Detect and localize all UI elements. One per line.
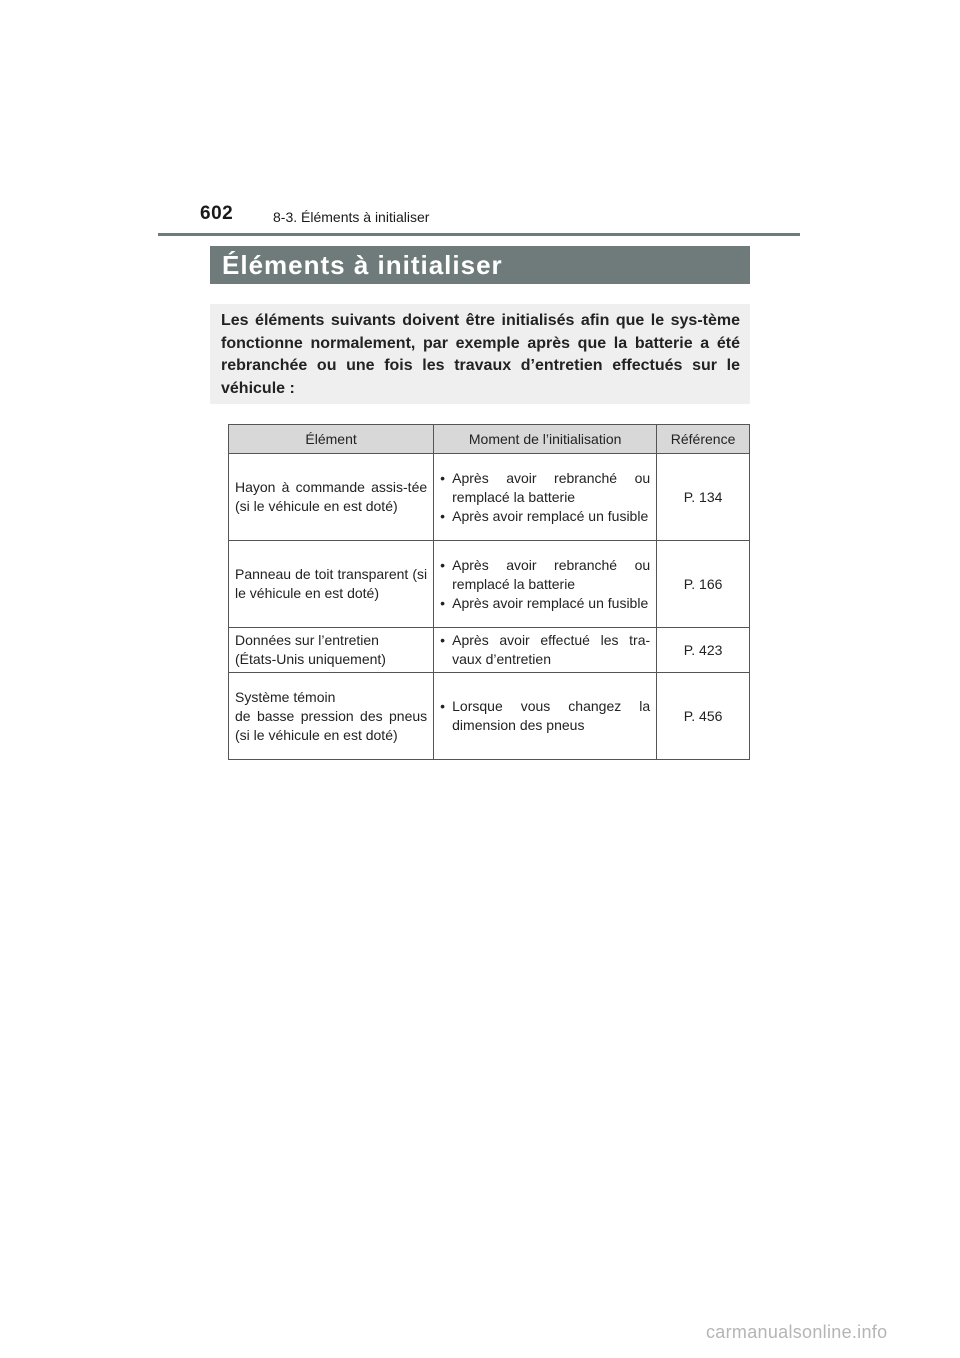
header-item: Élément (229, 425, 434, 454)
moment-cell (434, 628, 657, 673)
moment-cell (434, 541, 657, 628)
watermark: carmanualsonline.info (706, 1322, 888, 1342)
table-row (229, 673, 750, 760)
item-line: de basse pression des pneus (si le véhicule en est doté) (235, 707, 428, 743)
reference-cell: P. 423 (657, 628, 750, 673)
header-rule (158, 233, 800, 236)
intro-box (210, 304, 750, 404)
reference-cell: P. 456 (657, 673, 750, 760)
moment-list (440, 631, 650, 669)
table-row (229, 628, 750, 673)
table-row (229, 541, 750, 628)
moment-cell (434, 454, 657, 541)
moment-item: • Après avoir rebranché ou remplacé la batterie (440, 469, 650, 507)
moment-item: • Après avoir remplacé un fusible (440, 594, 650, 613)
header-reference: Référence (657, 425, 750, 454)
item-line: Système témoin (235, 688, 336, 705)
item-cell: Panneau de toit transparent (si le véhicule en est doté) (229, 541, 434, 628)
moment-item: • Lorsque vous changez la dimension des pneus (440, 697, 650, 735)
section-title: Éléments à initialiser (222, 250, 503, 280)
running-head: 8-3. Éléments à initialiser (273, 209, 430, 225)
item-cell (229, 628, 434, 673)
moment-item: • Après avoir rebranché ou remplacé la batterie (440, 556, 650, 594)
item-line: Données sur l’entretien (235, 632, 379, 648)
initialization-table (228, 424, 750, 760)
reference-cell: P. 166 (657, 541, 750, 628)
intro-text: Les éléments suivants doivent être initialisés afin que le sys-tème fonctionne normalement, par exemple après que la batterie a été rebranchée ou une fois les travaux d’entretien effectués sur le véhicule : (221, 312, 740, 397)
title-bar (210, 246, 750, 284)
moment-item: • Après avoir remplacé un fusible (440, 507, 650, 526)
item-line: (États-Unis uniquement) (235, 651, 386, 667)
item-cell (229, 673, 434, 760)
header-moment: Moment de l’initialisation (434, 425, 657, 454)
moment-list (440, 697, 650, 735)
moment-item: • Après avoir effectué les tra-vaux d’entretien (440, 631, 650, 669)
item-cell: Hayon à commande assis-tée (si le véhicule en est doté) (229, 454, 434, 541)
moment-list (440, 556, 650, 613)
reference-cell: P. 134 (657, 454, 750, 541)
moment-list (440, 469, 650, 526)
table-row (229, 454, 750, 541)
table-header-row (229, 425, 750, 454)
moment-cell (434, 673, 657, 760)
page-number: 602 (200, 203, 234, 224)
